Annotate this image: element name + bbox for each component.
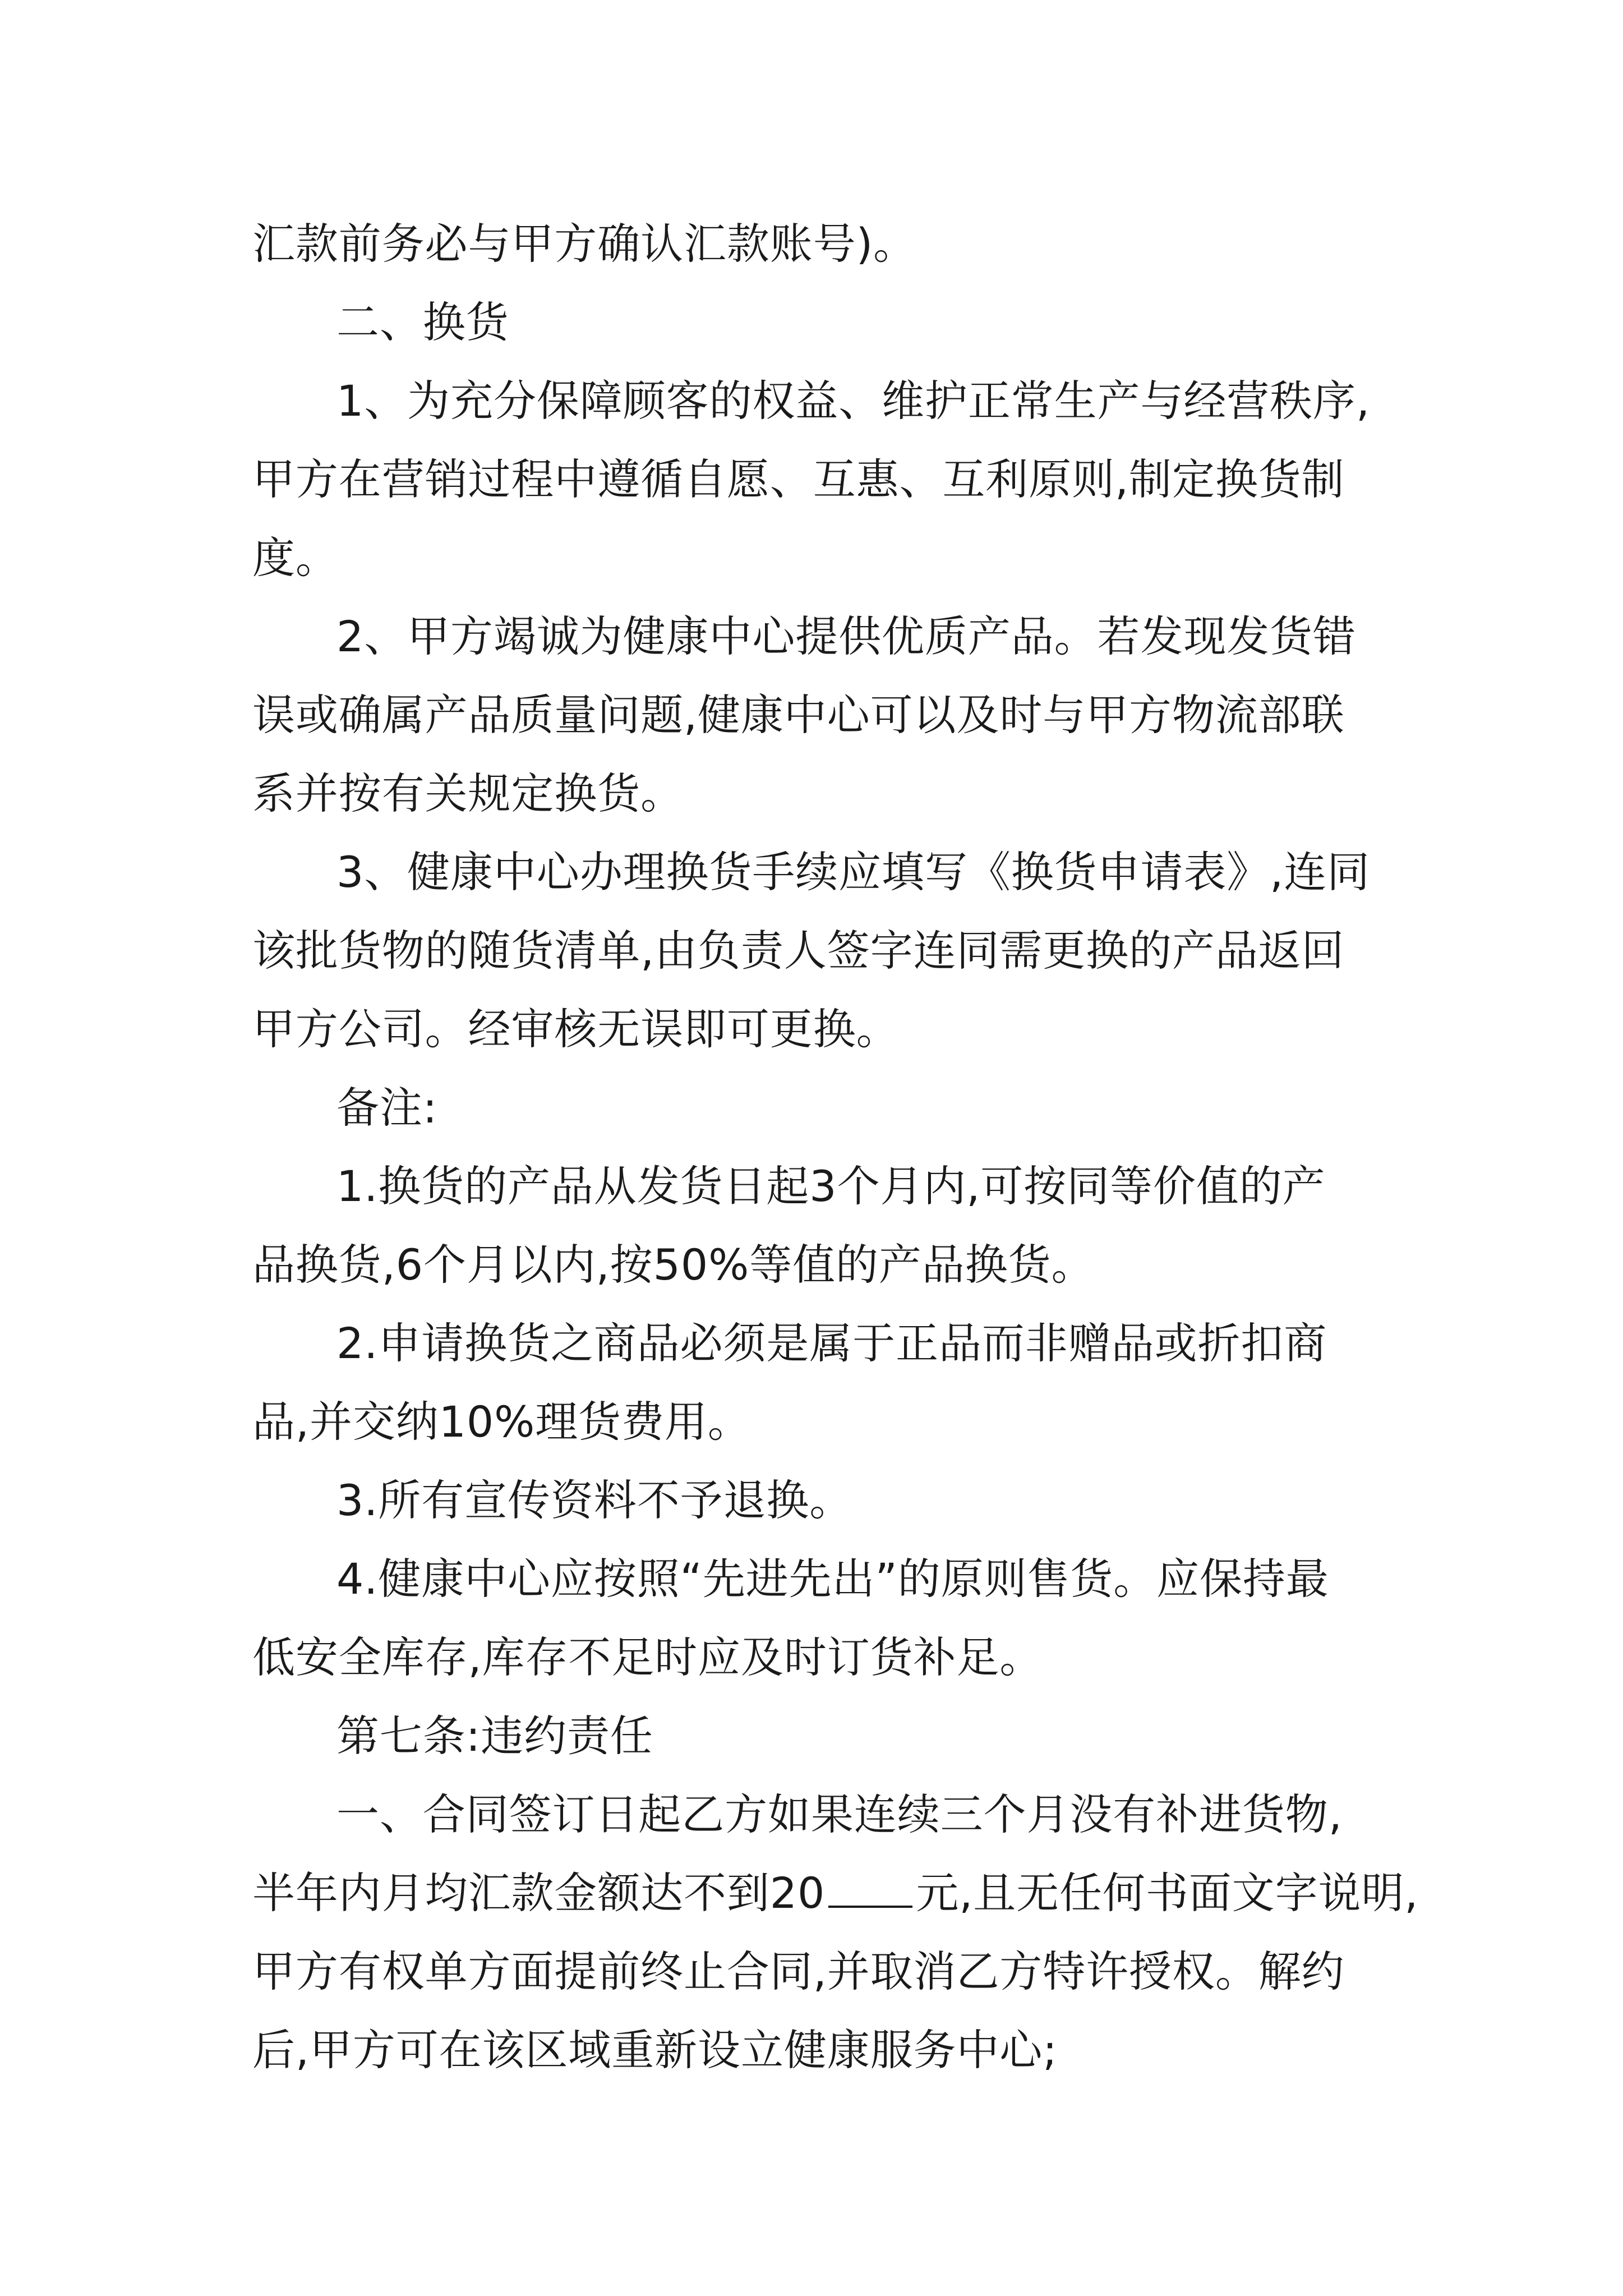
- paragraph-line: 1.换货的产品从发货日起3个月内,可按同等价值的产: [336, 1161, 1326, 1211]
- paragraph-line: 甲方在营销过程中遵循自愿、互惠、互利原则,制定换货制: [252, 454, 1345, 504]
- paragraph-line: 3.所有宣传资料不予退换。: [336, 1475, 853, 1525]
- paragraph-line: 一、合同签订日起乙方如果连续三个月没有补进货物,: [336, 1789, 1343, 1839]
- paragraph-line: 品换货,6个月以内,按50%等值的产品换货。: [252, 1240, 1095, 1290]
- paragraph-line: 该批货物的随货清单,由负责人签字连同需更换的产品返回: [252, 926, 1345, 976]
- fill-in-blank: [828, 1866, 912, 1908]
- paragraph-line-with-blank: [252, 1862, 1418, 1924]
- paragraph-line: 甲方有权单方面提前终止合同,并取消乙方特许授权。解约: [252, 1947, 1345, 1996]
- paragraph-line: 后,甲方可在该区域重新设立健康服务中心;: [252, 2025, 1058, 2075]
- paragraph-line: 甲方公司。经审核无误即可更换。: [252, 1004, 900, 1054]
- line-text-before-blank: 半年内月均汇款金额达不到20: [252, 1868, 826, 1918]
- paragraph-line: 2、甲方竭诚为健康中心提供优质产品。若发现发货错: [336, 611, 1356, 661]
- paragraph-line: 度。: [252, 533, 339, 583]
- paragraph-line: 品,并交纳10%理货费用。: [252, 1397, 751, 1447]
- paragraph-line: 低安全库存,库存不足时应及时订货补足。: [252, 1632, 1043, 1682]
- paragraph-line: 2.申请换货之商品必须是属于正品而非赠品或折扣商: [336, 1318, 1327, 1368]
- paragraph-line: 4.健康中心应按照“先进先出”的原则售货。应保持最: [336, 1554, 1329, 1604]
- paragraph-line: 误或确属产品质量问题,健康中心可以及时与甲方物流部联: [252, 690, 1345, 740]
- paragraph-line: 3、健康中心办理换货手续应填写《换货申请表》,连同: [336, 847, 1371, 897]
- paragraph-line: 1、为充分保障顾客的权益、维护正常生产与经营秩序,: [336, 376, 1371, 426]
- paragraph-line: 系并按有关规定换货。: [252, 769, 684, 818]
- paragraph-line: 汇款前务必与甲方确认汇款账号)。: [252, 219, 917, 269]
- section-heading: 二、换货: [336, 297, 509, 347]
- notes-heading: 备注:: [336, 1083, 438, 1133]
- line-text-after-blank: 元,且无任何书面文字说明,: [916, 1868, 1419, 1918]
- article-heading: 第七条:违约责任: [336, 1711, 653, 1761]
